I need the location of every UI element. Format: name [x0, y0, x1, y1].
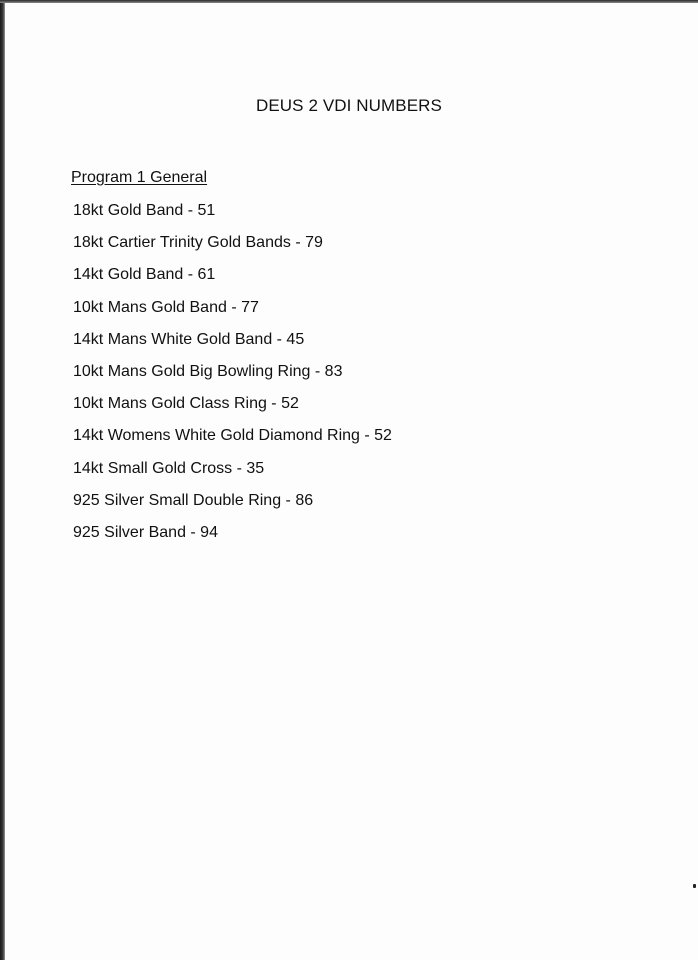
list-item: 10kt Mans Gold Class Ring - 52 [73, 395, 299, 413]
scan-speck [693, 884, 696, 888]
scan-border-top [0, 0, 698, 3]
list-item: 14kt Small Gold Cross - 35 [73, 459, 265, 477]
list-item: 14kt Gold Band - 61 [73, 266, 216, 284]
list-item: 14kt Mans White Gold Band - 45 [73, 330, 305, 348]
document-title: DEUS 2 VDI NUMBERS [255, 96, 442, 115]
section-heading: Program 1 General [71, 169, 208, 186]
list-item: 925 Silver Band - 94 [73, 523, 218, 541]
list-item: 14kt Womens White Gold Diamond Ring - 52 [73, 427, 392, 445]
list-item: 18kt Gold Band - 51 [73, 202, 216, 219]
list-item: 10kt Mans Gold Band - 77 [73, 298, 259, 316]
list-item: 18kt Cartier Trinity Gold Bands - 79 [73, 234, 323, 252]
list-item: 10kt Mans Gold Big Bowling Ring - 83 [73, 362, 343, 380]
vdi-list [73, 201, 392, 555]
list-item: 925 Silver Small Double Ring - 86 [73, 491, 314, 509]
scan-border-left [0, 0, 5, 960]
